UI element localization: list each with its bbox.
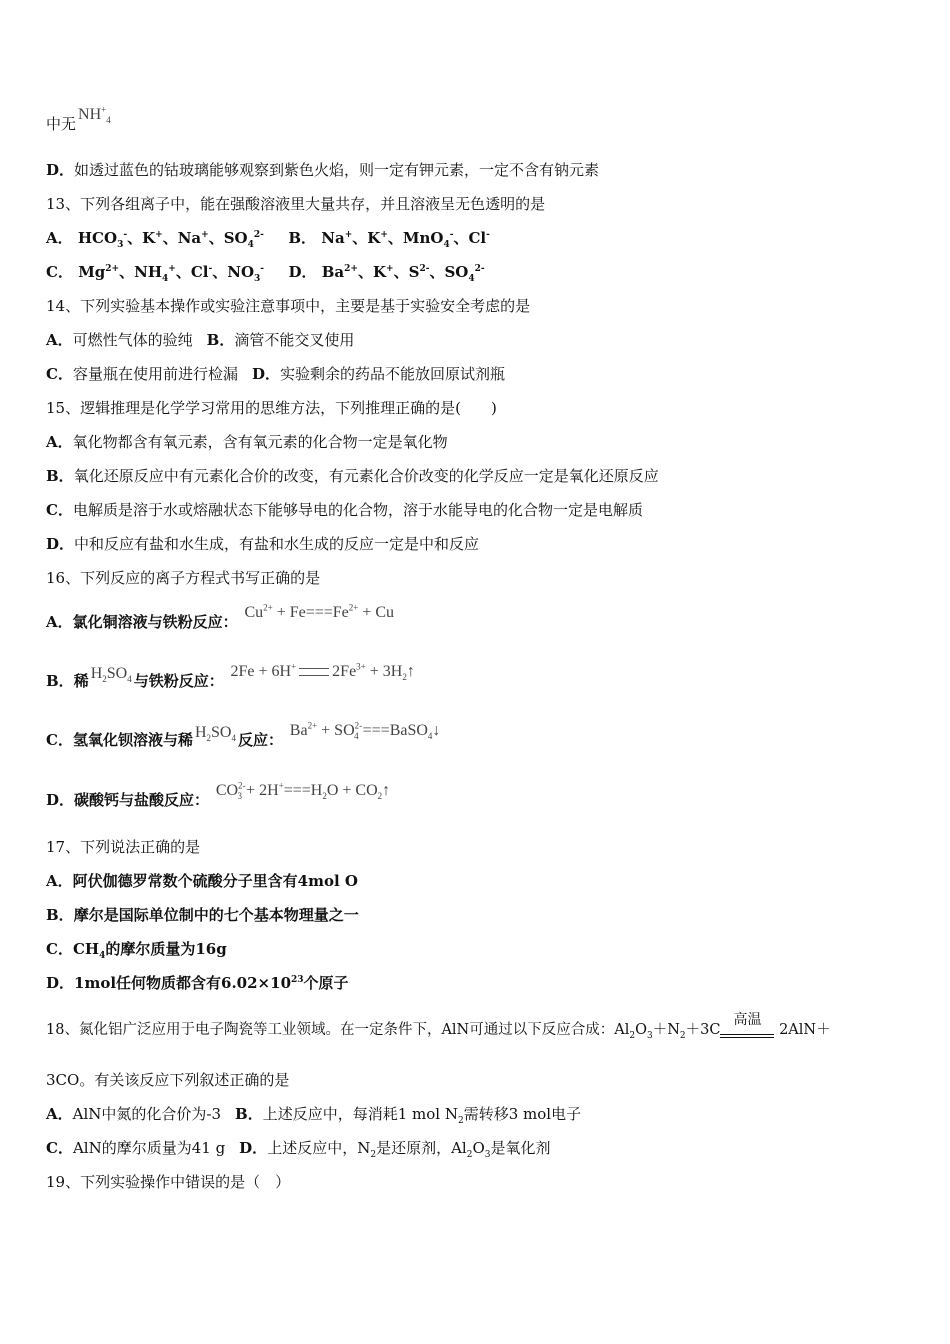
option-text: 中和反应有盐和水生成，有盐和水生成的反应一定是中和反应 [74, 535, 480, 553]
option-text: $CH_4$的摩尔质量为16g [72, 940, 227, 961]
option-label: B． [46, 906, 74, 924]
question-text: 14、下列实验基本操作或实验注意事项中，主要是基于实验安全考虑的是 [46, 297, 531, 315]
option-text: 摩尔是国际单位制中的七个基本物理量之一 [73, 906, 359, 924]
fragment-line [46, 104, 113, 135]
question-17-option-b [46, 905, 359, 925]
option-label: A． [46, 872, 73, 890]
question-text: 15、逻辑推理是化学学习常用的思维方法，下列推理正确的是( ) [46, 399, 497, 417]
option-d-flame [46, 160, 599, 180]
ammonium-formula: $NH^+_4$ [78, 104, 111, 126]
question-text: 19、下列实验操作中错误的是（ ） [46, 1173, 291, 1191]
question-13 [46, 194, 545, 214]
question-19 [46, 1172, 290, 1192]
option-label: B． [46, 467, 74, 485]
equation-c: $Ba^{2+} + SO^{2-}_4$ ===BaSO$_4$↓ [289, 720, 441, 742]
option-label: A． [46, 229, 73, 247]
question-15 [46, 398, 497, 418]
option-label: C． [46, 1139, 73, 1157]
question-14 [46, 296, 530, 316]
option-text: AlN的摩尔质量为41 g [72, 1139, 226, 1157]
question-16-option-d [46, 780, 392, 811]
option-text: 氧化物都含有氧元素，含有氧元素的化合物一定是氧化物 [72, 433, 448, 451]
question-18-options-cd [46, 1138, 551, 1158]
question-18 [46, 1012, 831, 1041]
question-16 [46, 568, 320, 588]
option-label: C． [46, 263, 73, 281]
option-label: D． [288, 263, 317, 281]
question-18-options-ab [46, 1104, 581, 1124]
sulfuric-acid-formula: $H_2SO_4$ [90, 665, 132, 685]
option-label: D． [46, 974, 75, 992]
option-label: B． [288, 229, 317, 247]
option-label: D． [251, 365, 280, 383]
question-13-options-cd [46, 262, 485, 282]
option-label: D． [239, 1139, 268, 1157]
option-label: C． [46, 501, 73, 519]
option-text: 电解质是溶于水或熔融状态下能够导电的化合物，溶于水能导电的化合物一定是电解质 [72, 501, 643, 519]
option-label: D． [46, 535, 75, 553]
question-15-option-c [46, 500, 643, 520]
question-16-option-c: C．氢氧化钡溶液与稀 $H_2SO_4$ 反应： $Ba^{2+} + SO^{2-}_4$ ===BaSO$_4$↓ [46, 720, 441, 749]
option-text: AlN中氮的化合价为-3 [72, 1105, 222, 1123]
option-text: 容量瓶在使用前进行检漏 [72, 365, 238, 383]
option-text: 滴管不能交叉使用 [234, 331, 355, 349]
option-text: 氧化还原反应中有元素化合价的改变，有元素化合价改变的化学反应一定是氧化还原反应 [73, 467, 659, 485]
option-label: C． [46, 731, 73, 749]
question-17-option-c [46, 939, 227, 959]
question-text: 17、下列说法正确的是 [46, 838, 201, 856]
question-text: 13、下列各组离子中，能在强酸溶液里大量共存，并且溶液呈无色透明的是 [46, 195, 546, 213]
option-label: B． [46, 672, 74, 690]
option-text: 上述反应中，每消耗1 mol $N_2$需转移3 mol电子 [262, 1105, 582, 1126]
option-text: 阿伏伽德罗常数个硫酸分子里含有4mol O [72, 872, 358, 890]
ion-list-a: $HCO_3^-$、K+、Na+、$SO_4^{2-}$ [77, 229, 264, 250]
question-16-option-a [46, 602, 396, 633]
option-text: 碳酸钙与盐酸反应： [74, 791, 210, 809]
option-text: 可燃性气体的验纯 [72, 331, 193, 349]
question-14-options-cd [46, 364, 505, 384]
option-label: A． [46, 1105, 73, 1123]
option-label: B． [235, 1105, 263, 1123]
option-text: 实验剩余的药品不能放回原试剂瓶 [279, 365, 505, 383]
question-14-options-ab [46, 330, 354, 350]
question-15-option-b [46, 466, 659, 486]
equation-a: $Cu^{2+} + Fe===Fe^{2+} + Cu$ [244, 602, 395, 621]
question-text: 18、氮化铝广泛应用于电子陶瓷等工业领域。在一定条件下，AlN可通过以下反应合成：$Al_2O_3+N_2+3C$ 高温 2AlN＋ [46, 1012, 831, 1041]
question-text: 3CO。有关该反应下列叙述正确的是 [46, 1071, 290, 1089]
question-text: 16、下列反应的离子方程式书写正确的是 [46, 569, 321, 587]
question-17-option-a [46, 871, 358, 891]
ion-list-d: $Ba^{2+}$、K+、$S^{2-}$、$SO_4^{2-}$ [321, 263, 485, 284]
option-text: 上述反应中，$N_2$是还原剂，$Al_2O_3$是氧化剂 [267, 1139, 551, 1160]
ion-list-b: Na+、K+、MnO$_4$-、Cl- [321, 229, 490, 250]
option-label: D． [46, 161, 75, 179]
question-18-continued [46, 1070, 289, 1090]
question-16-option-b: B．稀 $H_2SO_4$ 与铁粉反应： 2Fe + 6H+ $2Fe^{3+}$ + $3H_2↑$ [46, 661, 415, 690]
sulfuric-acid-formula: $H_2SO_4$ [194, 724, 236, 744]
question-17-option-d [46, 973, 349, 993]
option-text: 氯化铜溶液与铁粉反应： [72, 613, 238, 631]
question-15-option-d [46, 534, 479, 554]
question-15-option-a [46, 432, 448, 452]
option-label: C． [46, 940, 73, 958]
high-temperature-condition: 高温 [720, 1020, 774, 1040]
equation-b: 2Fe + 6H+ $2Fe^{3+}$ + $3H_2↑$ [230, 661, 415, 683]
option-text: 1mol任何物质都含有$6.02\times 10^{23}$个原子 [74, 974, 349, 992]
ion-list-c: $Mg^{2+}$、$NH_4^+$、Cl-、$NO_3^-$ [78, 263, 265, 284]
option-label: A． [46, 433, 73, 451]
option-label: B． [206, 331, 235, 349]
question-17 [46, 837, 200, 857]
question-13-options-ab [46, 228, 490, 248]
option-label: A． [46, 331, 73, 349]
option-label: D． [46, 791, 75, 809]
option-label: A． [46, 613, 73, 631]
fragment-text: 中无 [46, 115, 77, 133]
equation-d: $CO^{2-}_3 + 2H^+===H_2O$ + $CO_2↑$ [215, 780, 391, 802]
option-label: C． [46, 365, 73, 383]
option-text: 如透过蓝色的钴玻璃能够观察到紫色火焰，则一定有钾元素，一定不含有钠元素 [74, 161, 600, 179]
